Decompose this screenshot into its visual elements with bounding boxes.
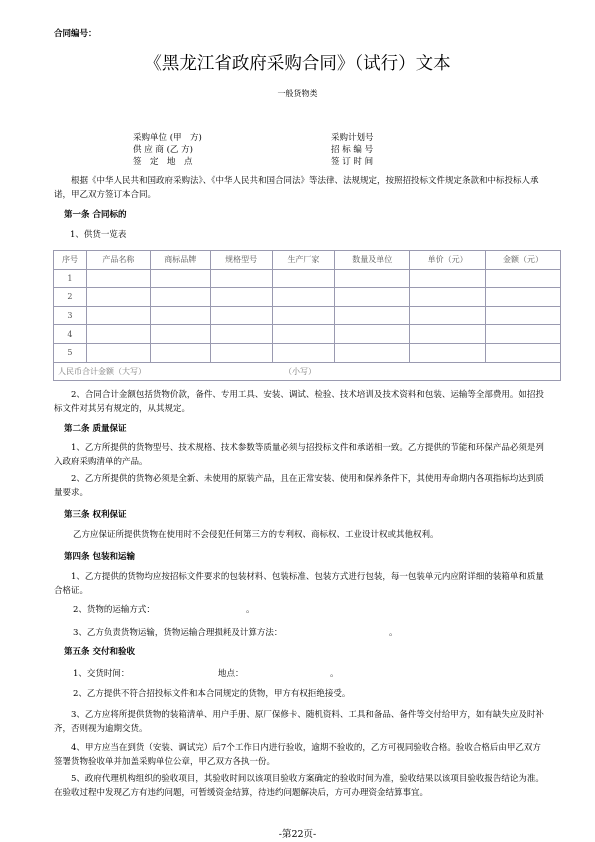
article-5-item-5: 5、政府代理机构组织的验收项目，其验收时间以该项目验收方案确定的验收时间为准，验收结果以该项目验收报告结论为准。在验收过程中发现乙方有违约问题，可暂缓资金结算，待违约问题解决后，方可办理资金结算事宜。: [54, 774, 544, 798]
article-5-item-1-place: 地点：: [218, 669, 244, 679]
total-amount-label: 人民币合计金额（大写）: [58, 366, 146, 376]
table-row: [54, 325, 561, 344]
supplier-label: 供 应 商 (乙 方): [133, 145, 193, 155]
article-4-item-2: 2、货物的运输方式：: [73, 605, 155, 615]
article-4-item-3: 3、乙方负责货物运输，货物运输合理损耗及计算方法：: [73, 628, 283, 638]
article-2-item-2: 2、乙方所提供的货物必须是全新、未使用的原装产品，且在正常安装、使用和保养条件下，其使用寿命期内各项指标均达到质量要求。: [54, 474, 544, 498]
page-number: -第22页-: [278, 829, 317, 840]
contract-number-label: 合同编号：: [54, 29, 97, 39]
article-4-item-1: 1、乙方提供的货物均应按招标文件要求的包装材料、包装标准、包装方式进行包装，每一包装单元内应附详细的装箱单和质量合格证。: [54, 572, 544, 596]
article-5-title: 第五条 交付和验收: [64, 647, 135, 657]
row-number: 5: [54, 343, 87, 362]
article-4-item-3-end: 。: [389, 628, 398, 638]
article-5-item-2: 2、乙方提供不符合招投标文件和本合同规定的货物，甲方有权拒绝接受。: [73, 689, 351, 699]
table-header: 商标品牌: [150, 251, 210, 270]
table-header: 产品名称: [86, 251, 150, 270]
row-number: 2: [54, 288, 87, 307]
buyer-label: 采购单位 (甲 方): [133, 133, 202, 143]
article-4-title: 第四条 包装和运输: [64, 552, 135, 562]
table-total-row: [54, 362, 561, 381]
article-5-item-1-time: 1、交货时间：: [73, 669, 130, 679]
plan-number-label: 采购计划号: [331, 133, 374, 143]
row-number: 4: [54, 325, 87, 344]
article-2-item-1: 1、乙方所提供的货物型号、技术规格、技术参数等质量必须与招投标文件和承诺相一致。乙方提供的节能和环保产品必须是列入政府采购清单的产品。: [54, 443, 544, 467]
table-header: 金额（元）: [486, 251, 561, 270]
row-number: 1: [54, 269, 87, 288]
document-title: 《黑龙江省政府采购合同》（试行）文本: [144, 54, 451, 74]
article-5-item-1-end: 。: [330, 669, 339, 679]
table-row: [54, 288, 561, 307]
table-header: 生产厂家: [272, 251, 335, 270]
article-5-item-3: 3、乙方应将所提供货物的装箱清单、用户手册、原厂保修卡、随机资料、工具和备品、备件等交付给甲方，如有缺失应及时补齐，否则视为逾期交货。: [54, 710, 544, 734]
row-number: 3: [54, 306, 87, 325]
article-2-title: 第二条 质量保证: [64, 424, 127, 434]
article-1-item-2: 2、合同合计金额包括货物价款，备件、专用工具、安装、调试、检验、技术培训及技术资料和包装、运输等全部费用。如招投标文件对其另有规定的，从其规定。: [54, 390, 544, 414]
article-5-item-4: 4、甲方应当在到货（安装、调试完）后7个工作日内进行验收，逾期不验收的，乙方可视同验收合格。验收合格后由甲乙双方签署货物验收单并加盖采购单位公章，甲乙双方各执一份。: [54, 743, 541, 767]
table-header: 规格型号: [210, 251, 272, 270]
table-row: [54, 306, 561, 325]
article-1-title: 第一条 合同标的: [64, 210, 127, 220]
sign-place-label: 签 定 地 点: [133, 157, 193, 167]
table-row: [54, 269, 561, 288]
table-header: 序号: [54, 251, 87, 270]
article-1-item-1: 1、供货一览表: [70, 230, 127, 240]
article-4-item-2-end: 。: [246, 605, 255, 615]
intro-paragraph: 根据《中华人民共和国政府采购法》、《中华人民共和国合同法》等法律、法规规定，按照招投标文件规定条款和中标投标人承诺，甲乙双方签订本合同。: [54, 176, 539, 200]
table-header-row: [54, 251, 561, 270]
sign-time-label: 签 订 时 间: [331, 157, 374, 167]
table-header: 单价（元）: [410, 251, 486, 270]
total-amount-small-label: （小写）: [284, 366, 316, 376]
document-subtitle: 一般货物类: [277, 89, 318, 98]
table-row: [54, 343, 561, 362]
table-header: 数量及单位: [335, 251, 410, 270]
bid-number-label: 招 标 编 号: [331, 145, 374, 155]
article-3-title: 第三条 权利保证: [64, 510, 127, 520]
supply-table: [53, 250, 561, 381]
article-3-item-1: 乙方应保证所提供货物在使用时不会侵犯任何第三方的专利权、商标权、工业设计权或其他权利。: [73, 530, 439, 540]
